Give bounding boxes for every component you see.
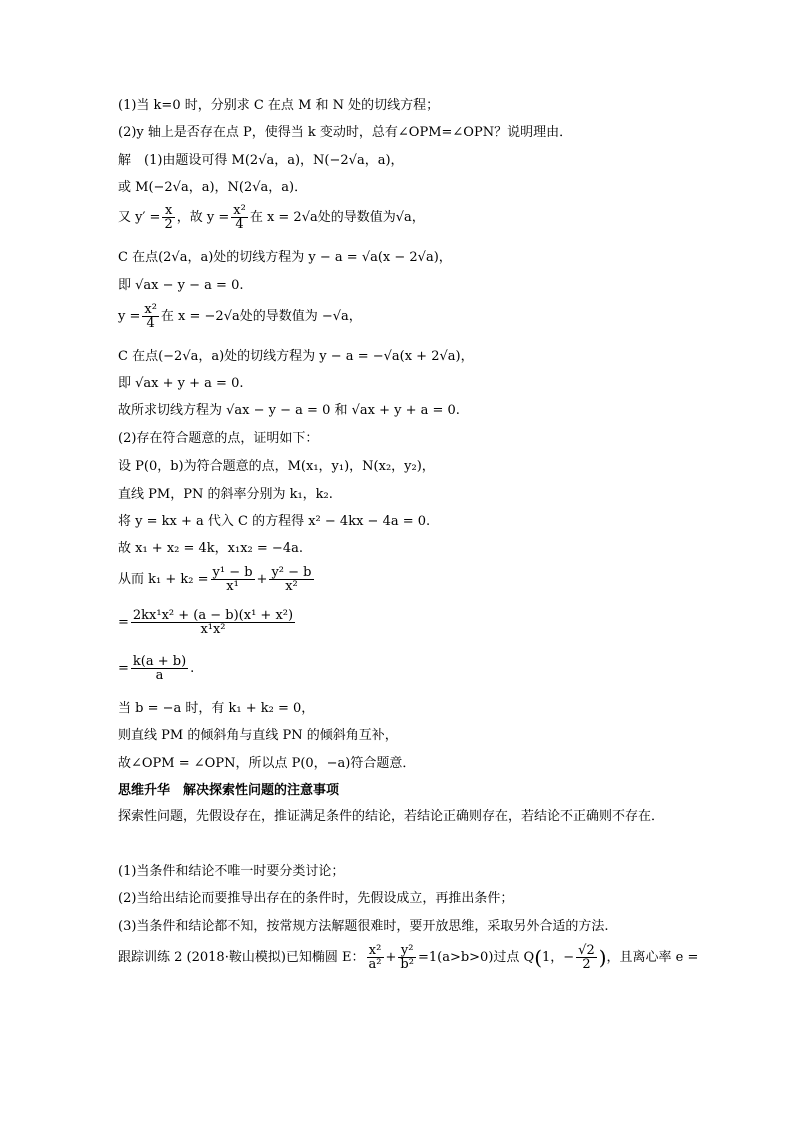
solution-line-derivative: 又 y′ = $\frac{x}{2}$ ，故 y = $\frac{\text{x²}}{4}$ 在 x = 2√a处的导数值为√a， <box>118 203 425 232</box>
solution-line-tangent-2: C 在点(−2√a，a)处的切线方程为 y − a = −√a(x + 2√a)， <box>118 349 474 364</box>
solution-line-vieta: 故 x₁ + x₂ = 4k，x₁x₂ = −4a. <box>118 541 303 556</box>
exercise-line: 跟踪训练 2 (2018·鞍山模拟)已知椭圆 E： $\frac{\text{x²}}{\text{a²}}$ + $\frac{\text{y²}}{\text{b²}}$ =1(a>b>0)过点 Q(1，− $\frac{√2}{2}$ )，且离心率 e = <box>118 943 699 972</box>
solution-line-tangent-2-simplified: 即 √ax + y + a = 0. <box>118 376 244 391</box>
summary-item-1: (1)当条件和结论不唯一时要分类讨论； <box>118 864 345 879</box>
solution-line-slope-sum-3: = $\frac{k(a + b)}{a}$ . <box>118 654 195 683</box>
summary-item-3: (3)当条件和结论都不知，按常规方法解题很难时，要开放思维，采取另外合适的方法. <box>118 919 609 934</box>
summary-paragraph: 探索性问题，先假设存在，推证满足条件的结论，若结论正确则存在，若结论不正确则不存在． <box>118 809 665 824</box>
question-part-2: (2)y 轴上是否存在点 P，使得当 k 变动时，总有∠OPM=∠OPN？说明理由． <box>118 125 573 140</box>
solution-part-2-intro: (2)存在符合题意的点，证明如下： <box>118 431 319 446</box>
solution-line-slopes: 直线 PM，PN 的斜率分别为 k₁，k₂. <box>118 487 333 502</box>
solution-line-slope-sum-2: = $\frac{\text{2kx¹x² + (a − b)(x¹ + x²)}}{\text{x¹x²}}$ <box>118 608 294 637</box>
solution-line-supplementary: 则直线 PM 的倾斜角与直线 PN 的倾斜角互补， <box>118 728 398 743</box>
solution-line-derivative-2: y = $\frac{\text{x²}}{4}$ 在 x = −2√a处的导数值为 −√a， <box>118 302 362 331</box>
solution-line-tangent-1: C 在点(2√a，a)处的切线方程为 y − a = √a(x − 2√a)， <box>118 250 452 265</box>
solution-line-set-p: 设 P(0，b)为符合题意的点，M(x₁，y₁)，N(x₂，y₂)， <box>118 459 435 474</box>
solution-line-conclusion-1: 故所求切线方程为 √ax − y − a = 0 和 √ax + y + a = 0. <box>118 403 460 418</box>
summary-heading: 思维升华 解决探索性问题的注意事项 <box>118 783 340 798</box>
solution-line-condition: 当 b = −a 时，有 k₁ + k₂ = 0， <box>118 701 315 716</box>
solution-line-final: 故∠OPM = ∠OPN，所以点 P(0，−a)符合题意． <box>118 756 416 771</box>
question-part-1: (1)当 k=0 时，分别求 C 在点 M 和 N 处的切线方程； <box>118 98 440 113</box>
solution-line-substitute: 将 y = kx + a 代入 C 的方程得 x² − 4kx − 4a = 0. <box>118 514 431 529</box>
solution-line-slope-sum: 从而 k₁ + k₂ = $\frac{\text{y¹ − b}}{\text{x¹}}$ + $\frac{\text{y² − b}}{\text{x²}}$ <box>118 565 312 594</box>
solution-line-2: 或 M(−2√a，a)，N(2√a，a)． <box>118 180 308 195</box>
solution-line-1: 解 (1)由题设可得 M(2√a，a)，N(−2√a，a)， <box>118 153 404 168</box>
solution-line-tangent-1-simplified: 即 √ax − y − a = 0. <box>118 278 244 293</box>
summary-item-2: (2)当给出结论而要推导出存在的条件时，先假设成立，再推出条件； <box>118 891 514 906</box>
